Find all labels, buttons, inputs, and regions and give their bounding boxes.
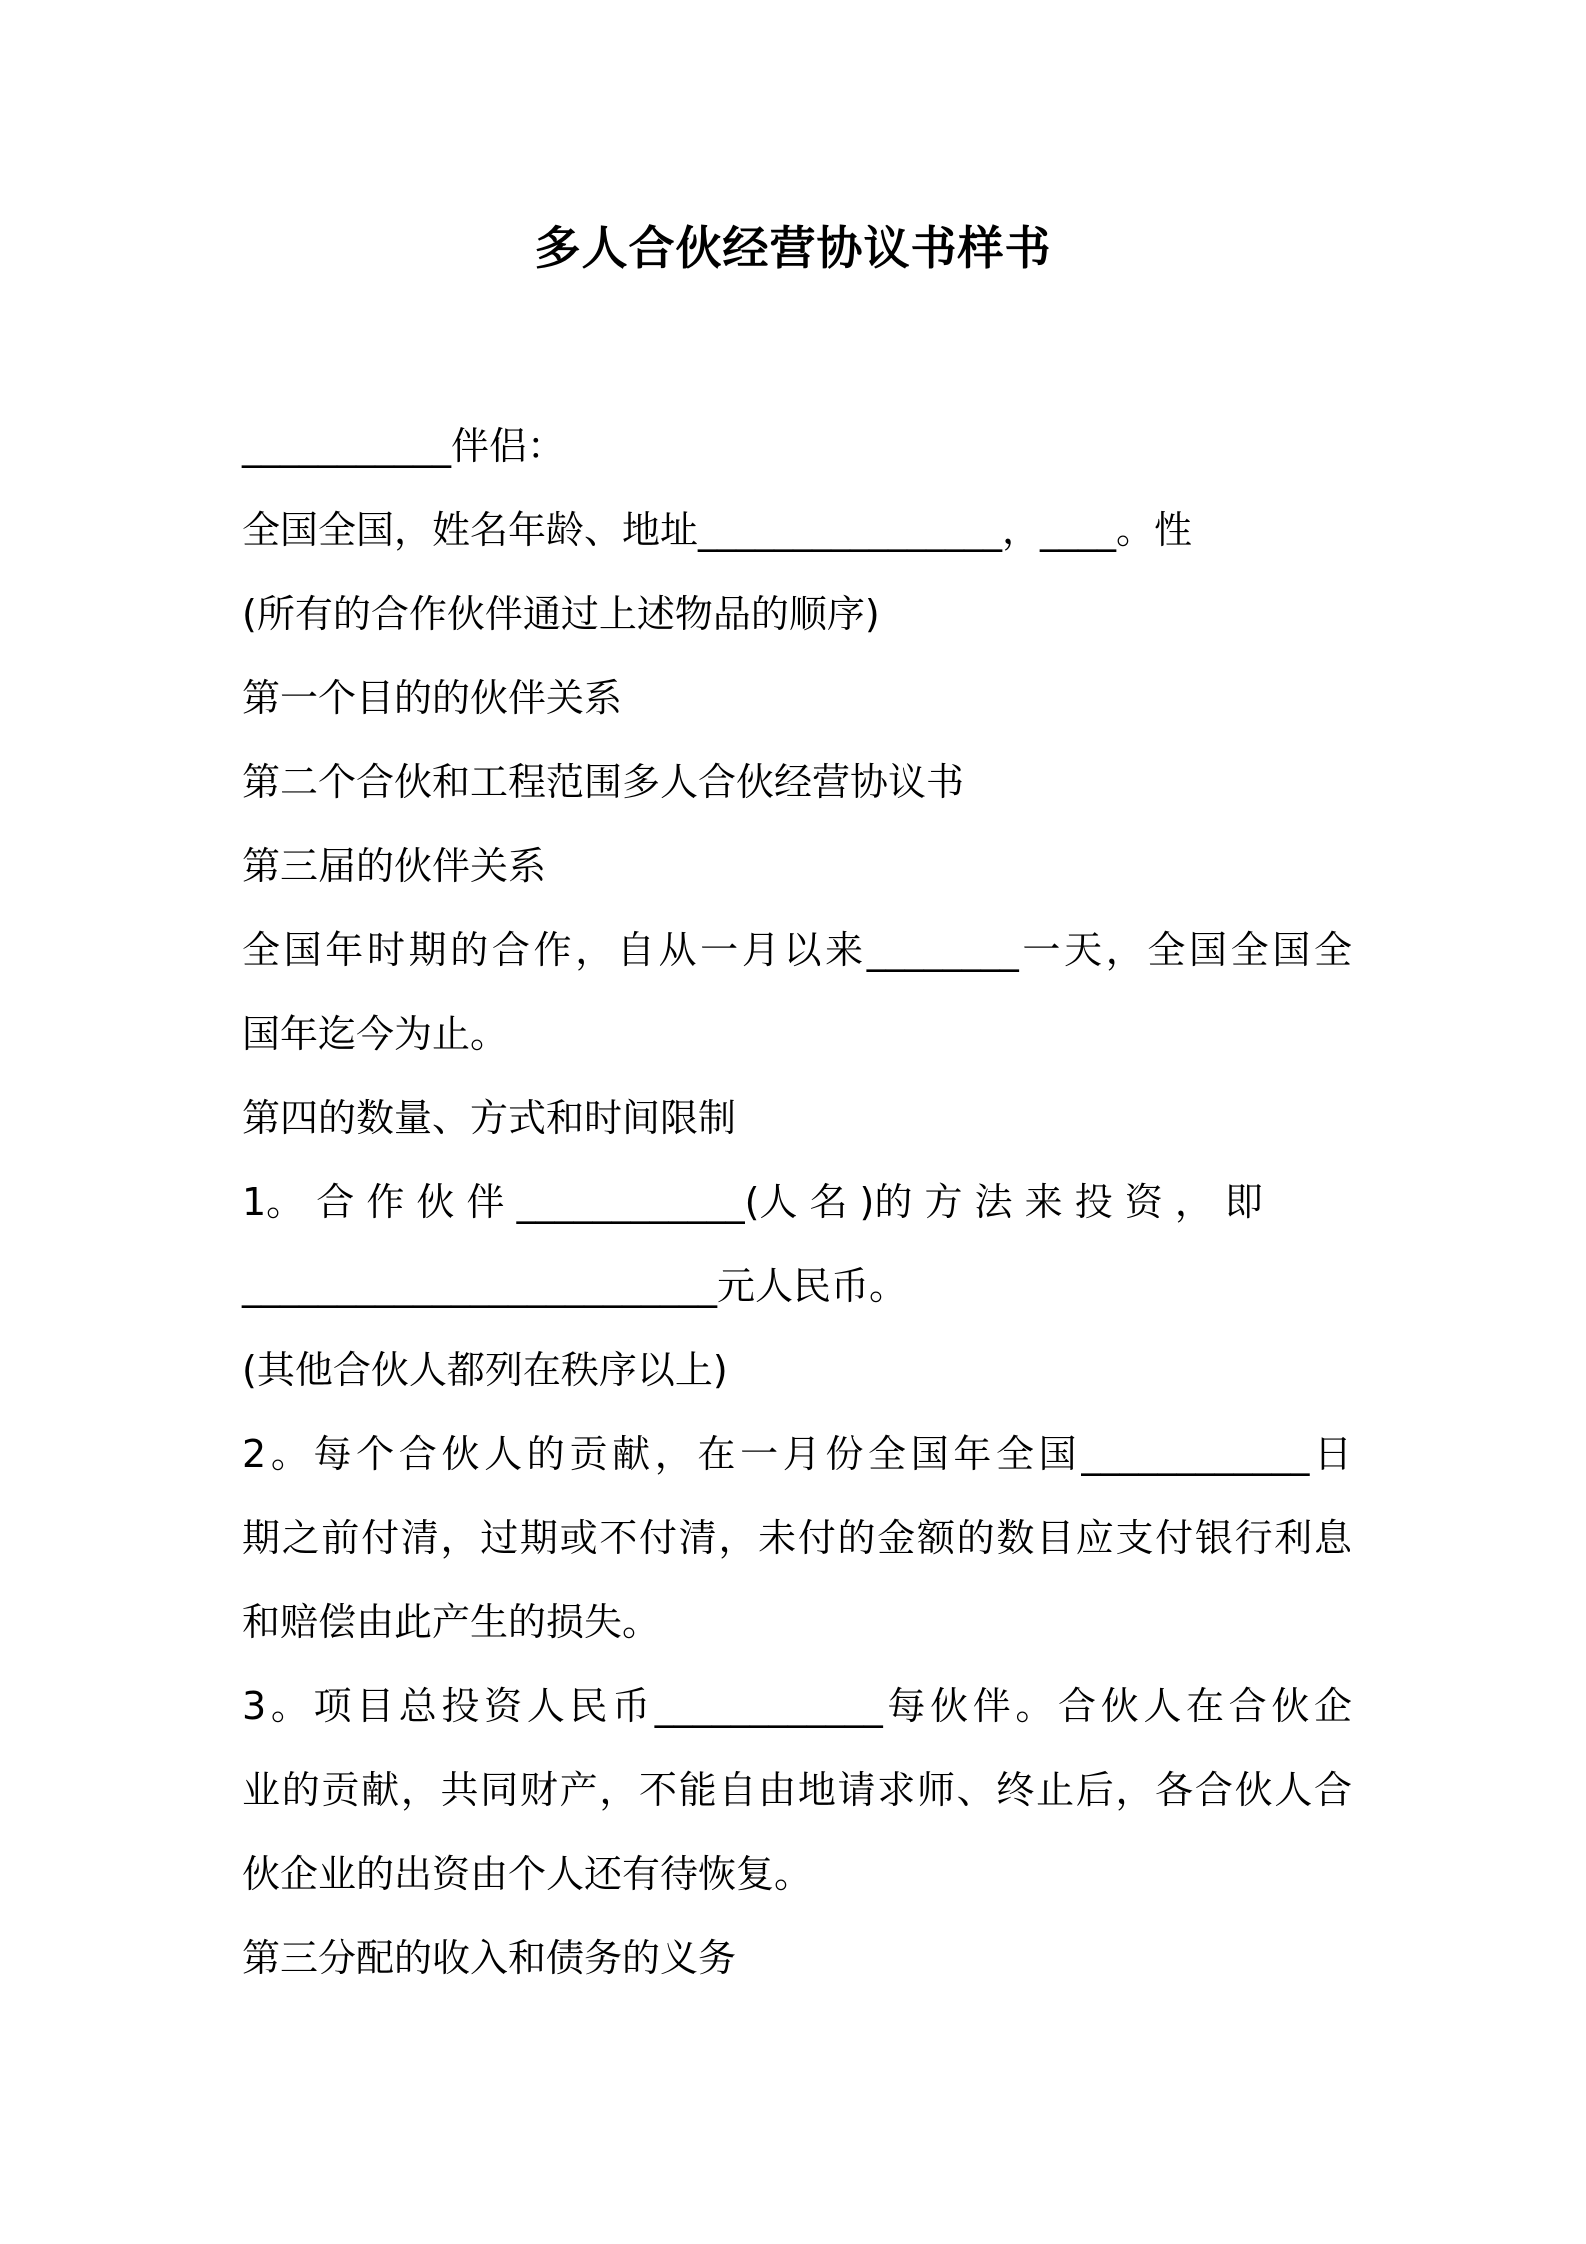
article-3-heading: 第三届的伙伴关系 <box>242 844 547 888</box>
clause-3-line-2: 业的贡献，共同财产，不能自由地请求师、终止后，各合伙人合 <box>242 1768 1352 1812</box>
clause-2-line-2: 期之前付清，过期或不付清，未付的金额的数目应支付银行利息 <box>242 1516 1352 1560</box>
document-title: 多人合伙经营协议书样书 <box>534 221 1052 275</box>
article-income-heading: 第三分配的收入和债务的义务 <box>242 1936 737 1980</box>
clause-2-line-1: 2。每个合伙人的贡献，在一月份全国年全国____________日 <box>242 1432 1352 1476</box>
partnership-term-line-1: 全国年时期的合作，自从一月以来________一天，全国全国全 <box>242 928 1352 972</box>
clause-3-line-1: 3。项目总投资人民币____________每伙伴。合伙人在合伙企 <box>242 1684 1352 1728</box>
partner-info-line: 全国全国，姓名年龄、地址________________，____。性 <box>242 508 1193 552</box>
clause-1-line-1: 1。 合 作 伙 伴 ____________(人 名 )的 方 法 来 投 资 ， 即 <box>242 1180 1263 1224</box>
clause-3-line-3: 伙企业的出资由个人还有待恢复。 <box>242 1852 813 1896</box>
partnership-term-line-2: 国年迄今为止。 <box>242 1012 509 1056</box>
partner-blank-line: ___________伴侣： <box>242 424 566 468</box>
article-4-heading: 第四的数量、方式和时间限制 <box>242 1096 737 1140</box>
clause-1-line-2: _________________________元人民币。 <box>242 1264 908 1308</box>
article-1-heading: 第一个目的的伙伴关系 <box>242 676 623 720</box>
article-2-heading: 第二个合伙和工程范围多人合伙经营协议书 <box>242 760 965 804</box>
partner-order-note: (所有的合作伙伴通过上述物品的顺序) <box>242 592 880 636</box>
other-partners-note: (其他合伙人都列在秩序以上) <box>242 1348 728 1392</box>
clause-2-line-3: 和赔偿由此产生的损失。 <box>242 1600 661 1644</box>
document-body <box>242 404 1352 2000</box>
